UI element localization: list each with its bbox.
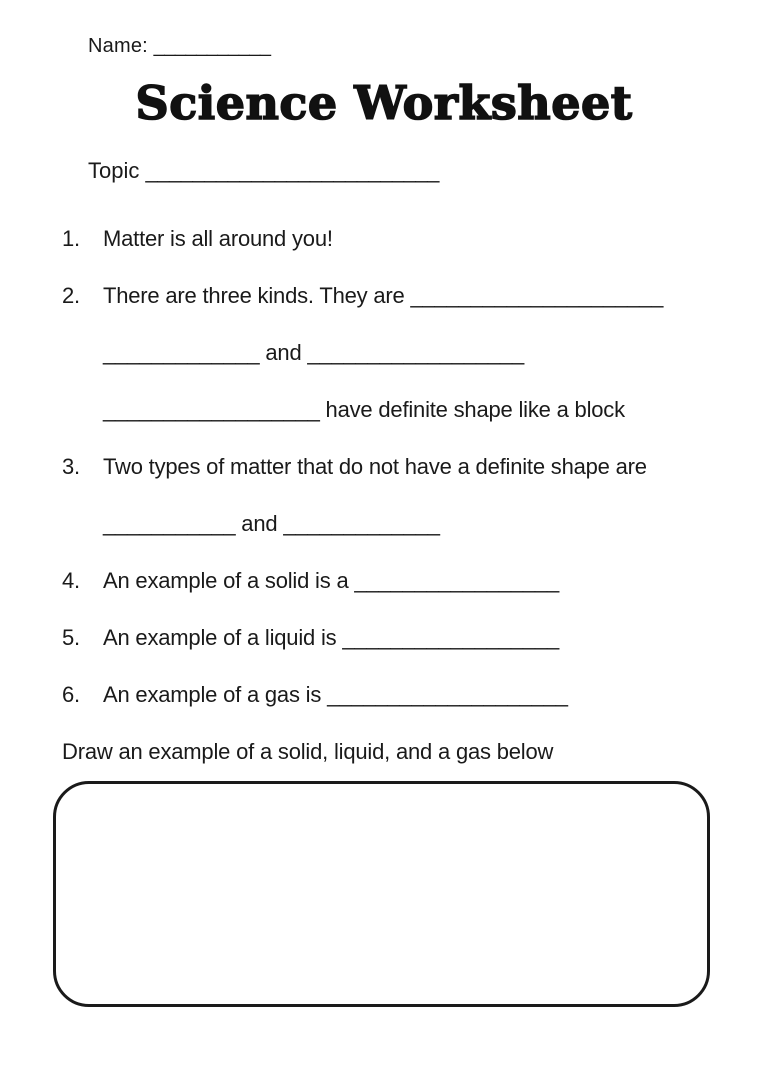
question-number: 5. (62, 625, 80, 650)
question-number: 3. (62, 454, 80, 479)
question-text: _____________ and __________________ (103, 340, 525, 365)
draw-prompt: Draw an example of a solid, liquid, and a gas below (62, 739, 554, 764)
question-number: 6. (62, 682, 80, 707)
topic-blank-line: _________________________ (145, 158, 439, 183)
question-text: ___________ and _____________ (103, 511, 440, 536)
name-label: Name: (88, 35, 148, 57)
question-list (62, 226, 728, 708)
question-text: An example of a gas is ____________________ (103, 682, 568, 707)
question-line (62, 454, 728, 480)
question-number (62, 340, 103, 366)
question-line (62, 226, 728, 252)
question-number (62, 397, 103, 423)
question-line (62, 625, 728, 651)
question-number: 1. (62, 226, 80, 251)
question-line (62, 283, 728, 309)
question-text: An example of a solid is a _________________ (103, 568, 560, 593)
question-line (62, 397, 728, 423)
drawing-box (53, 781, 710, 1007)
question-text: Two types of matter that do not have a definite shape are (103, 454, 647, 479)
question-text: __________________ have definite shape like a block (103, 397, 625, 422)
question-text: An example of a liquid is __________________ (103, 625, 560, 650)
question-line (62, 682, 728, 708)
question-line (62, 340, 728, 366)
name-row (88, 33, 768, 59)
question-text: There are three kinds. They are _____________________ (103, 283, 664, 308)
name-blank-line: ___________ (153, 35, 271, 57)
question-line (62, 511, 728, 537)
topic-row (88, 157, 768, 185)
question-line (62, 568, 728, 594)
topic-label: Topic (88, 158, 140, 183)
page-title: Science Worksheet (135, 76, 633, 130)
question-number: 4. (62, 568, 80, 593)
question-text: Matter is all around you! (103, 226, 333, 251)
question-number (62, 511, 103, 537)
question-number: 2. (62, 283, 80, 308)
